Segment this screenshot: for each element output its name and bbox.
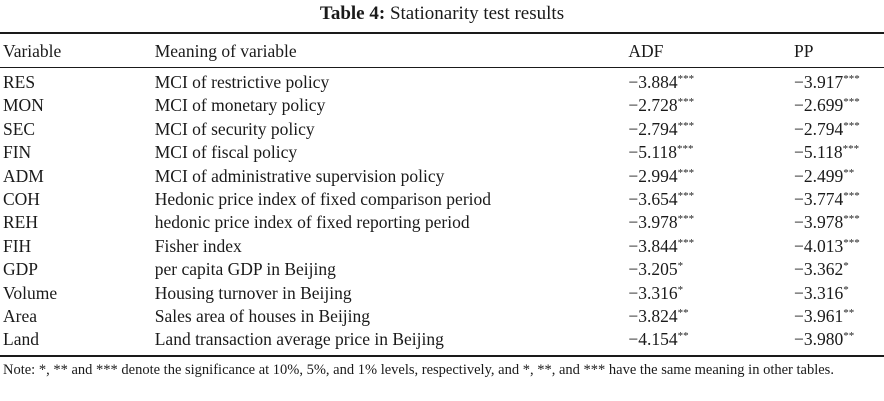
significance-marker: ** [843, 307, 855, 320]
cell-adf [628, 67, 794, 94]
cell-meaning [155, 118, 629, 141]
table-row [0, 328, 884, 351]
cell-variable [0, 118, 155, 141]
cell-variable [0, 211, 155, 234]
cell-pp [794, 328, 884, 351]
table-row [0, 94, 884, 117]
cell-pp-value: −3.362 [794, 259, 844, 280]
significance-marker: * [677, 260, 684, 273]
cell-variable [0, 282, 155, 305]
cell-variable [0, 328, 155, 351]
cell-variable-value: Area [3, 306, 38, 327]
cell-meaning [155, 188, 629, 211]
cell-adf-value: −5.118 [628, 142, 677, 163]
significance-marker: ** [677, 330, 689, 343]
cell-adf [628, 282, 794, 305]
cell-pp-value: −5.118 [794, 142, 843, 163]
cell-meaning [155, 165, 629, 188]
cell-variable [0, 258, 155, 281]
column-header-pp: PP [794, 41, 814, 61]
cell-pp-value: −3.978 [794, 212, 844, 233]
cell-adf [628, 188, 794, 211]
cell-pp-value: −2.699 [794, 95, 844, 116]
cell-adf [628, 94, 794, 117]
significance-marker: *** [843, 190, 860, 203]
cell-adf-value: −3.654 [628, 189, 678, 210]
table-caption-label: Table 4: [319, 3, 386, 24]
cell-variable-value: Land [3, 329, 39, 350]
significance-marker: *** [677, 236, 695, 249]
table-row [0, 118, 884, 141]
cell-variable-value: GDP [3, 259, 39, 280]
cell-pp-value: −3.917 [794, 72, 844, 92]
table-caption-title: Stationarity test results [389, 3, 565, 24]
significance-marker: ** [843, 330, 855, 343]
cell-meaning [155, 235, 629, 258]
cell-pp [794, 188, 884, 211]
cell-variable-value: FIH [3, 235, 32, 256]
stationarity-table [0, 36, 884, 352]
cell-adf-value: −3.824 [628, 306, 678, 327]
significance-marker: *** [676, 143, 694, 156]
cell-pp [794, 211, 884, 234]
table-row [0, 235, 884, 258]
significance-marker: *** [843, 213, 860, 226]
cell-pp-value: −3.961 [794, 306, 844, 327]
cell-adf-value: −2.994 [628, 165, 678, 186]
cell-pp [794, 141, 884, 164]
table-row [0, 282, 884, 305]
cell-adf-value: −3.316 [628, 282, 678, 303]
table-note: Note: *, ** and *** denote the significance at 10%, 5%, and 1% levels, respectively, and *, **, and *** have the same meaning in other tables. [3, 362, 834, 378]
significance-marker: *** [843, 96, 860, 109]
cell-meaning-value: per capita GDP in Beijing [154, 259, 336, 280]
top-rule [0, 32, 884, 34]
table-row [0, 67, 884, 94]
cell-variable-value: COH [3, 189, 40, 210]
cell-meaning-value: MCI of monetary policy [154, 95, 326, 116]
cell-adf [628, 118, 794, 141]
cell-pp [794, 235, 884, 258]
cell-pp [794, 67, 884, 94]
cell-variable [0, 235, 155, 258]
cell-meaning-value: MCI of security policy [154, 118, 315, 139]
cell-pp [794, 282, 884, 305]
table-row [0, 258, 884, 281]
cell-meaning [155, 258, 629, 281]
cell-variable-value: Volume [3, 282, 58, 303]
cell-variable [0, 94, 155, 117]
cell-variable-value: SEC [3, 118, 36, 139]
cell-meaning [155, 94, 629, 117]
cell-adf-value: −3.884 [628, 72, 678, 92]
cell-pp-value: −2.499 [794, 165, 844, 186]
cell-adf-value: −3.978 [628, 212, 678, 233]
cell-meaning-value: hedonic price index of fixed reporting period [154, 212, 470, 233]
table-caption [0, 2, 884, 26]
table-row [0, 305, 884, 328]
column-header-adf: ADF [628, 41, 664, 61]
cell-meaning-value: MCI of administrative supervision policy [154, 165, 445, 186]
table-body [0, 67, 884, 352]
significance-marker: ** [843, 166, 855, 179]
cell-meaning-value: Housing turnover in Beijing [154, 282, 352, 303]
cell-adf [628, 165, 794, 188]
cell-meaning-value: MCI of restrictive policy [154, 72, 330, 92]
column-header-variable: Variable [3, 41, 62, 61]
cell-pp [794, 94, 884, 117]
cell-variable-value: FIN [3, 142, 32, 163]
significance-marker: * [843, 260, 849, 273]
significance-marker: *** [843, 119, 860, 132]
significance-marker: ** [677, 307, 689, 320]
cell-pp-value: −4.013 [794, 235, 844, 256]
table-row [0, 211, 884, 234]
cell-meaning-value: Land transaction average price in Beijing [154, 329, 444, 350]
cell-pp-value: −2.794 [794, 118, 844, 139]
cell-pp-value: −3.316 [794, 282, 844, 303]
significance-marker: *** [842, 143, 860, 156]
cell-adf [628, 211, 794, 234]
significance-marker: *** [677, 96, 695, 109]
cell-meaning-value: Hedonic price index of fixed comparison period [154, 189, 492, 210]
cell-meaning [155, 67, 629, 94]
table-row [0, 165, 884, 188]
significance-marker: *** [677, 119, 695, 132]
bottom-rule [0, 355, 884, 357]
significance-marker: *** [677, 73, 695, 85]
cell-variable [0, 165, 155, 188]
cell-variable-value: RES [3, 72, 36, 92]
cell-adf [628, 141, 794, 164]
cell-meaning [155, 328, 629, 351]
cell-pp-value: −3.980 [794, 329, 844, 350]
cell-meaning-value: Fisher index [154, 235, 242, 256]
significance-marker: *** [843, 236, 860, 249]
cell-adf-value: −2.794 [628, 118, 678, 139]
cell-adf-value: −2.728 [628, 95, 678, 116]
table-row [0, 188, 884, 211]
table-row [0, 141, 884, 164]
cell-adf-value: −3.844 [628, 235, 678, 256]
significance-marker: * [677, 283, 684, 296]
cell-variable-value: REH [3, 212, 38, 233]
significance-marker: *** [677, 166, 695, 179]
cell-meaning [155, 305, 629, 328]
cell-adf-value: −3.205 [628, 259, 678, 280]
header-row [0, 36, 884, 67]
cell-adf-value: −4.154 [628, 329, 678, 350]
cell-pp [794, 258, 884, 281]
cell-adf [628, 235, 794, 258]
cell-meaning-value: Sales area of houses in Beijing [154, 306, 371, 327]
cell-variable [0, 141, 155, 164]
cell-variable [0, 188, 155, 211]
cell-adf [628, 305, 794, 328]
cell-variable-value: MON [3, 95, 44, 116]
significance-marker: *** [843, 73, 860, 85]
cell-meaning [155, 282, 629, 305]
cell-adf [628, 328, 794, 351]
cell-meaning-value: MCI of fiscal policy [154, 142, 298, 163]
cell-adf [628, 258, 794, 281]
significance-marker: *** [677, 213, 695, 226]
cell-variable-value: ADM [3, 165, 44, 186]
significance-marker: *** [677, 190, 695, 203]
cell-meaning [155, 211, 629, 234]
cell-pp [794, 118, 884, 141]
cell-variable [0, 67, 155, 94]
column-header-meaning: Meaning of variable [154, 41, 297, 61]
cell-meaning [155, 141, 629, 164]
significance-marker: * [843, 283, 849, 296]
cell-pp [794, 165, 884, 188]
cell-variable [0, 305, 155, 328]
cell-pp-value: −3.774 [794, 189, 844, 210]
cell-pp [794, 305, 884, 328]
